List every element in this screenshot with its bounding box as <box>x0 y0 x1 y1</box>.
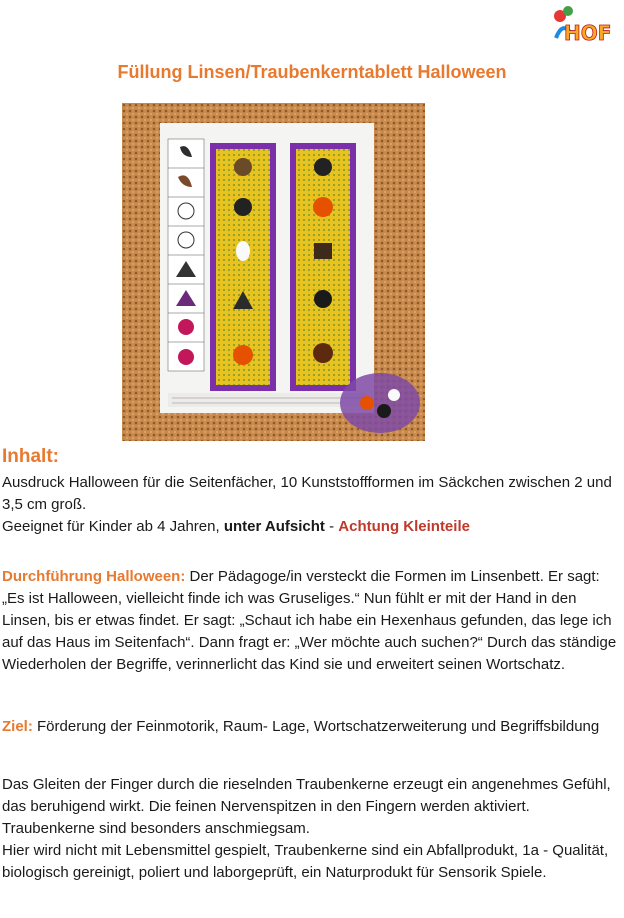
inhalt-line2-warning: Achtung Kleinteile <box>338 518 470 535</box>
hof-logo <box>550 4 616 48</box>
halloween-tray-photo <box>122 103 425 441</box>
inhalt-line2-bold: unter Aufsicht <box>223 518 325 535</box>
inhalt-line2-prefix: Geeignet für Kinder ab 4 Jahren, <box>2 518 224 535</box>
gleiten-text1: Das Gleiten der Finger durch die rieselnden Traubenkerne erzeugt ein angenehmes Gefühl, das beruhigend wirkt. Die feinen Nervenspitzen in den Fingern werden aktiviert. Traubenkerne sind besonders anschmiegsam. <box>2 776 611 837</box>
ziel-text <box>2 716 618 738</box>
inhalt-heading: Inhalt: <box>2 446 59 467</box>
gleiten-text <box>2 774 618 884</box>
page-title: Füllung Linsen/Traubenkerntablett Halloween <box>117 62 507 82</box>
inhalt-line1: Ausdruck Halloween für die Seitenfächer, 10 Kunststoffformen im Säckchen zwischen 2 und 3,5 cm groß. <box>2 474 612 513</box>
durchfuehrung-label: Durchführung Halloween: <box>2 568 186 585</box>
durchfuehrung-text <box>2 566 618 676</box>
ziel-body: Förderung der Feinmotorik, Raum- Lage, Wortschatzerweiterung und Begriffsbildung <box>32 718 600 735</box>
durchfuehrung-body: Der Pädagoge/in versteckt die Formen im Linsenbett. Er sagt: „Es ist Halloween, vielleicht finde ich was Gruseliges.“ Nun fühlt er mit der Hand in den Linsen, bis er etwas findet. Er sagt: „Schaut ich habe ein Hexenhaus gefunden, das lege ich auf das Haus im Seitenfach“. Dann fragt er: „Wer möchte auch suchen?“ Durch das ständige Wiederholen der Begriffe, verinnerlicht das Kind sie und erweitert seinen Wortschatz. <box>2 568 617 673</box>
gleiten-text2: Hier wird nicht mit Lebensmittel gespielt, Traubenkerne sind ein Abfallprodukt, 1a - Qualität, biologisch gereinigt, poliert und laborgeprüft, ein Naturprodukt für Sensorik Spiele. <box>2 842 609 881</box>
inhalt-line2-sep: - <box>324 518 339 535</box>
inhalt-text <box>2 472 618 538</box>
ziel-label: Ziel: <box>2 718 33 735</box>
logo-text: HOF <box>564 21 612 45</box>
